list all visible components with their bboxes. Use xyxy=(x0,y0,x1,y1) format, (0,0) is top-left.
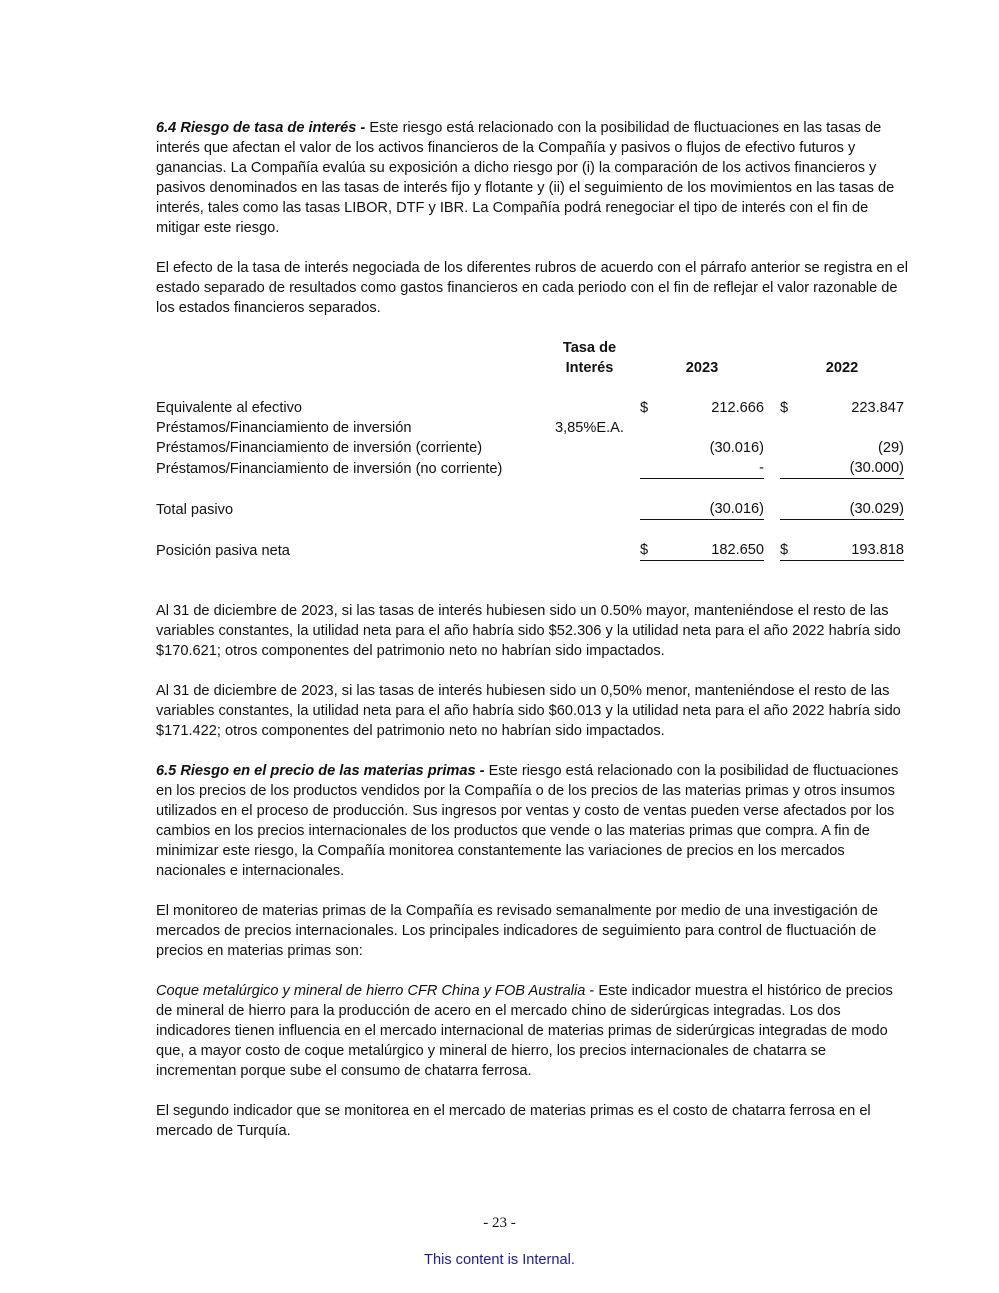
currency-symbol xyxy=(640,458,662,479)
section-6-5-paragraph xyxy=(156,761,910,881)
header-rate-line2: Interés xyxy=(565,360,614,376)
table-row xyxy=(156,398,904,418)
indicator-paragraph xyxy=(156,981,910,1081)
section-6-4-paragraph xyxy=(156,118,910,238)
value-2022: (29) xyxy=(878,440,904,456)
total-label: Total pasivo xyxy=(156,501,234,518)
value-2023 xyxy=(662,418,764,438)
document-body xyxy=(156,118,910,1141)
net-row xyxy=(156,540,904,561)
header-rate-line1: Tasa de xyxy=(562,340,617,356)
row-label: Préstamos/Financiamiento de inversión (corriente) xyxy=(156,440,483,456)
currency-symbol xyxy=(780,418,802,438)
row-label: Préstamos/Financiamiento de inversión (no corriente) xyxy=(156,460,503,477)
value-2023: (30.016) xyxy=(709,440,764,456)
value-2023: - xyxy=(662,458,764,479)
table-row xyxy=(156,438,904,458)
table-header-row xyxy=(156,338,904,358)
section-6-5-heading: 6.5 Riesgo en el precio de las materias primas - xyxy=(156,763,485,779)
sensitivity-increase-paragraph: Al 31 de diciembre de 2023, si las tasas de interés hubiesen sido un 0.50% mayor, manteniéndose el resto de las variables constantes, la utilidad neta para el año habría sido $52.306 y la utilidad neta para el año 2022 habría sido $170.621; otros componentes del patrimonio neto no habrían sido impactados. xyxy=(156,603,901,659)
second-indicator-paragraph: El segundo indicador que se monitorea en el mercado de materias primas es el costo de chatarra ferrosa en el mercado de Turquía. xyxy=(156,1103,871,1139)
section-6-4-text: Este riesgo está relacionado con la posibilidad de fluctuaciones en las tasas de interés que afectan el valor de los activos financieros de la Compañía y pasivos o flujos de efectivo futuros y ganancias. La Compañía evalúa su exposición a dicho riesgo por (i) la comparación de los activos financieros y pasivos denominados en las tasas de interés fijo y flotante y (ii) el seguimiento de los movimientos en las tasas de interés, tales como las tasas LIBOR, DTF y IBR. La Compañía podrá renegociar el tipo de interés con el fin de mitigar este riesgo. xyxy=(156,120,895,236)
sensitivity-decrease-paragraph: Al 31 de diciembre de 2023, si las tasas de interés hubiesen sido un 0,50% menor, manteniéndose el resto de las variables constantes, la utilidad neta para el año habría sido $60.013 y la utilidad neta para el año 2022 habría sido $171.422; otros componentes del patrimonio neto no habrían sido impactados. xyxy=(156,683,901,739)
value-2022: (30.000) xyxy=(802,458,904,479)
indicator-text: - Este indicador muestra el histórico de precios de mineral de hierro para la producción de acero en el mercado chino de siderúrgicas integradas. Los dos indicadores tienen influencia en el mercado internacional de materias primas de siderúrgicas integradas de modo que, a mayor costo de coque metalúrgico y mineral de hierro, los precios internacionales de chatarra se incrementan porque sube el consumo de chatarra ferrosa. xyxy=(156,983,893,1079)
row-label: Préstamos/Financiamiento de inversión xyxy=(156,420,412,436)
value-2022 xyxy=(802,418,904,438)
net-2022: 193.818 xyxy=(802,540,904,561)
currency-symbol: $ xyxy=(780,400,789,416)
table-row xyxy=(156,418,904,438)
section-6-5-text: Este riesgo está relacionado con la posibilidad de fluctuaciones en los precios de los productos vendidos por la Compañía o de los precios de las materias primas y otros insumos utilizados en el proceso de producción. Sus ingresos por ventas y costo de ventas pueden verse afectados por los cambios en los precios internacionales de los productos que vende o las materias primas que compra. A fin de minimizar este riesgo, la Compañía monitorea constantemente las variaciones de precios en los mercados nacionales e internacionales. xyxy=(156,763,899,879)
total-row xyxy=(156,499,904,520)
row-rate xyxy=(539,398,640,418)
section-6-4-heading: 6.4 Riesgo de tasa de interés - xyxy=(156,120,366,136)
currency-symbol xyxy=(780,458,802,479)
currency-symbol xyxy=(640,418,662,438)
currency-symbol: $ xyxy=(780,540,802,561)
row-rate xyxy=(539,458,640,479)
net-label: Posición pasiva neta xyxy=(156,542,290,559)
indicator-name: Coque metalúrgico y mineral de hierro CFR China y FOB Australia xyxy=(156,983,586,999)
page-number: - 23 - xyxy=(483,1215,516,1231)
currency-symbol xyxy=(640,438,662,458)
interest-rate-table xyxy=(156,338,904,561)
monitoring-paragraph: El monitoreo de materias primas de la Compañía es revisado semanalmente por medio de una investigación de mercados de precios internacionales. Los principales indicadores de seguimiento para control de fluctuación de precios en materias primas son: xyxy=(156,903,878,959)
net-2023: 182.650 xyxy=(662,540,764,561)
total-2022: (30.029) xyxy=(802,499,904,520)
value-2022: 223.847 xyxy=(851,400,904,416)
row-label: Equivalente al efectivo xyxy=(156,400,303,416)
table-row xyxy=(156,458,904,479)
classification-label: This content is Internal. xyxy=(424,1252,575,1268)
table-header-row xyxy=(156,358,904,378)
value-2023: 212.666 xyxy=(711,400,764,416)
interest-effect-paragraph: El efecto de la tasa de interés negociada de los diferentes rubros de acuerdo con el párrafo anterior se registra en el estado separado de resultados como gastos financieros en cada periodo con el fin de reflejar el valor razonable de los estados financieros separados. xyxy=(156,260,909,316)
header-year-2022: 2022 xyxy=(825,360,859,376)
row-rate: 3,85%E.A. xyxy=(555,420,624,436)
currency-symbol: $ xyxy=(640,540,662,561)
row-rate xyxy=(539,438,640,458)
currency-symbol xyxy=(780,438,802,458)
header-year-2023: 2023 xyxy=(685,360,719,376)
currency-symbol: $ xyxy=(640,400,649,416)
total-2023: (30.016) xyxy=(662,499,764,520)
